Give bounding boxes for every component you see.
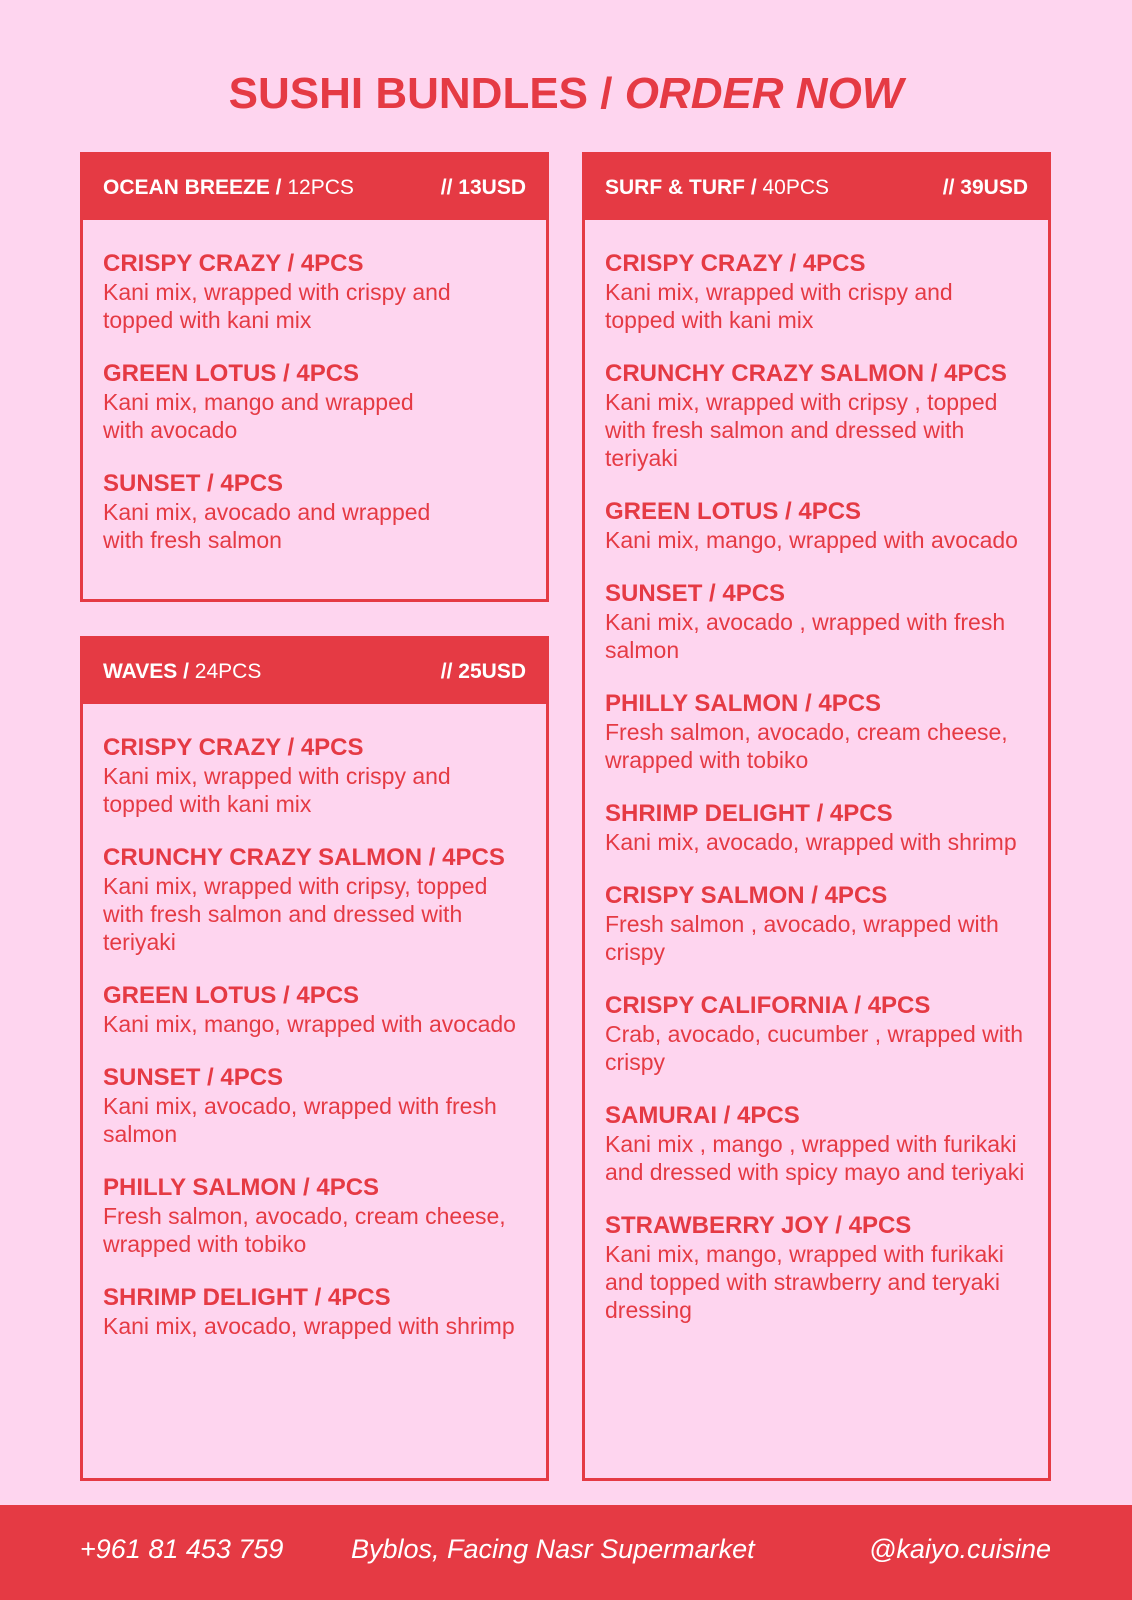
bundle-price: // 25USD — [440, 659, 526, 683]
menu-item-description: Kani mix, wrapped with cripsy, topped with fresh salmon and dressed with teriyaki — [103, 873, 488, 955]
menu-item-title: GREEN LOTUS / 4PCS — [103, 982, 360, 1009]
social-handle: @kaiyo.cuisine — [869, 1534, 1051, 1564]
bundle-header — [83, 155, 546, 220]
menu-item — [103, 1064, 526, 1148]
menu-item-description: Fresh salmon , avocado, wrapped with crispy — [605, 911, 999, 965]
bundle-name-group — [103, 660, 261, 684]
menu-item-title: CRUNCHY CRAZY SALMON / 4PCS — [605, 360, 1007, 387]
menu-item-title: PHILLY SALMON / 4PCS — [605, 690, 882, 717]
bundle-card-ocean-breeze — [80, 152, 549, 602]
bundle-name-group — [103, 176, 354, 200]
menu-item-description: Kani mix, mango, wrapped with avocado — [605, 527, 1018, 553]
menu-item-description: Kani mix, mango, wrapped with avocado — [103, 1011, 516, 1037]
menu-item-title: STRAWBERRY JOY / 4PCS — [605, 1212, 912, 1239]
menu-item — [605, 360, 1028, 472]
phone-number: +961 81 453 759 — [80, 1534, 284, 1564]
menu-item-description: Kani mix, avocado and wrapped with fresh salmon — [103, 499, 431, 553]
menu-item-title: SHRIMP DELIGHT / 4PCS — [605, 800, 893, 827]
menu-item-title: SHRIMP DELIGHT / 4PCS — [103, 1284, 391, 1311]
menu-item-title: SUNSET / 4PCS — [103, 1064, 284, 1091]
menu-item — [605, 1212, 1028, 1324]
bundle-price: // 39USD — [942, 175, 1028, 199]
address: Byblos, Facing Nasr Supermarket — [351, 1534, 755, 1564]
menu-item-title: GREEN LOTUS / 4PCS — [605, 498, 862, 525]
menu-item — [605, 882, 1028, 966]
menu-item-title: PHILLY SALMON / 4PCS — [103, 1174, 380, 1201]
menu-item — [103, 1284, 526, 1340]
menu-item — [605, 498, 1028, 554]
menu-item-description: Kani mix, wrapped with crispy and topped with kani mix — [103, 763, 451, 817]
contact-footer — [0, 1505, 1132, 1600]
menu-item-description: Fresh salmon, avocado, cream cheese, wrapped with tobiko — [103, 1203, 506, 1257]
menu-item — [103, 250, 526, 334]
menu-item-description: Kani mix, wrapped with crispy and topped with kani mix — [103, 279, 451, 333]
menu-item — [605, 690, 1028, 774]
bundle-name: SURF & TURF / — [605, 175, 757, 199]
menu-item-title: CRUNCHY CRAZY SALMON / 4PCS — [103, 844, 505, 871]
bundle-price: // 13USD — [440, 175, 526, 199]
bundle-card-surf-and-turf — [582, 152, 1051, 1481]
menu-item-description: Kani mix, avocado, wrapped with shrimp — [605, 829, 1017, 855]
menu-item-description: Kani mix, wrapped with cripsy , topped with fresh salmon and dressed with teriyaki — [605, 389, 998, 471]
bundle-items — [83, 704, 546, 1340]
menu-item — [103, 734, 526, 818]
menu-item-description: Kani mix, mango, wrapped with furikaki and topped with strawberry and teryaki dressing — [605, 1241, 1004, 1323]
bundle-pieces: 24PCS — [188, 659, 262, 683]
bundle-name: WAVES / — [103, 659, 189, 683]
menu-item-title: CRISPY CALIFORNIA / 4PCS — [605, 992, 931, 1019]
menu-item-description: Kani mix, avocado, wrapped with shrimp — [103, 1313, 515, 1339]
bundle-card-waves — [80, 636, 549, 1481]
menu-item-description: Kani mix, wrapped with crispy and topped with kani mix — [605, 279, 953, 333]
title-main: SUSHI BUNDLES / — [228, 69, 625, 118]
menu-item — [103, 982, 526, 1038]
menu-item-title: SUNSET / 4PCS — [605, 580, 786, 607]
bundle-items — [585, 220, 1048, 1324]
menu-item-description: Kani mix, mango and wrapped with avocado — [103, 389, 414, 443]
menu-item-title: SAMURAI / 4PCS — [605, 1102, 800, 1129]
menu-item — [605, 992, 1028, 1076]
menu-item-title: CRISPY CRAZY / 4PCS — [103, 250, 364, 277]
bundle-header — [585, 155, 1048, 220]
menu-item-description: Crab, avocado, cucumber , wrapped with crispy — [605, 1021, 1024, 1075]
menu-item-title: CRISPY SALMON / 4PCS — [605, 882, 888, 909]
menu-item — [103, 470, 526, 554]
bundle-pieces: 40PCS — [756, 175, 830, 199]
title-order-now: ORDER NOW — [624, 69, 904, 118]
bundle-items — [83, 220, 546, 554]
menu-item-title: CRISPY CRAZY / 4PCS — [103, 734, 364, 761]
menu-item — [605, 250, 1028, 334]
page-title — [0, 68, 1132, 120]
menu-item-title: CRISPY CRAZY / 4PCS — [605, 250, 866, 277]
menu-item-description: Kani mix, avocado, wrapped with fresh salmon — [103, 1093, 497, 1147]
menu-item-title: SUNSET / 4PCS — [103, 470, 284, 497]
menu-item — [103, 844, 526, 956]
bundle-header — [83, 639, 546, 704]
bundle-name-group — [605, 176, 829, 200]
menu-item — [103, 360, 526, 444]
menu-item — [605, 1102, 1028, 1186]
menu-item — [605, 580, 1028, 664]
menu-item-description: Kani mix, avocado , wrapped with fresh salmon — [605, 609, 1006, 663]
menu-item-title: GREEN LOTUS / 4PCS — [103, 360, 360, 387]
menu-item — [605, 800, 1028, 856]
bundle-name: OCEAN BREEZE / — [103, 175, 282, 199]
menu-item — [103, 1174, 526, 1258]
menu-item-description: Kani mix , mango , wrapped with furikaki and dressed with spicy mayo and teriyaki — [605, 1131, 1025, 1185]
bundle-pieces: 12PCS — [281, 175, 354, 199]
menu-item-description: Fresh salmon, avocado, cream cheese, wrapped with tobiko — [605, 719, 1008, 773]
